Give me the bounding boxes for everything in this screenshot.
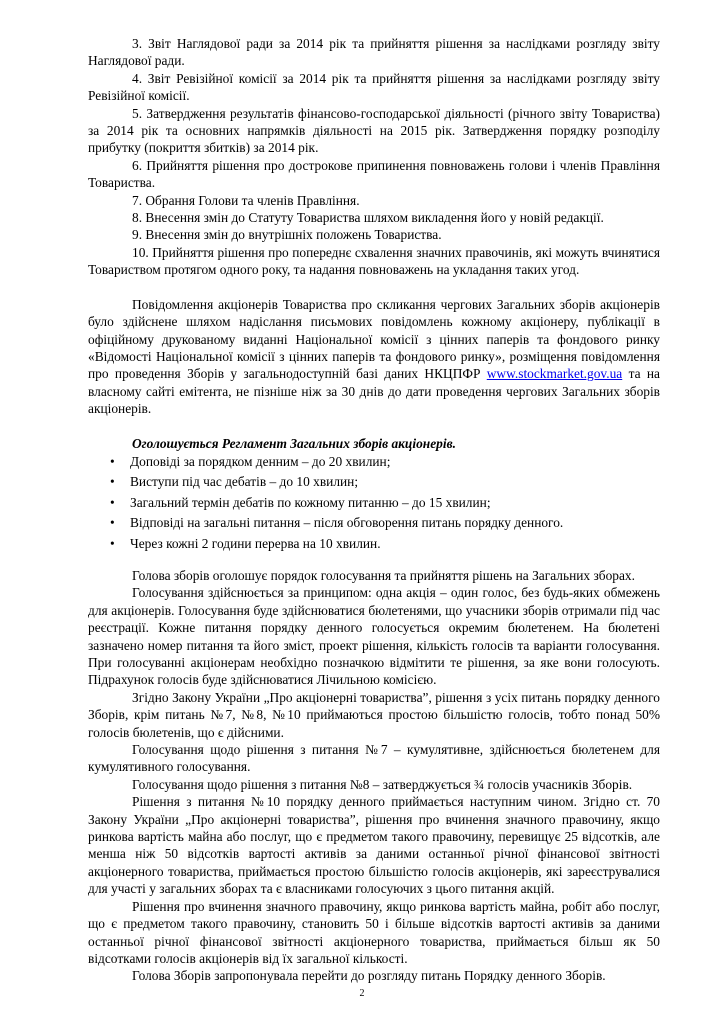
agenda-item-8: 8. Внесення змін до Статуту Товариства шляхом викладення його у новій редакції. <box>132 210 604 226</box>
bullet-icon: • <box>110 535 115 551</box>
agenda-item-6: 6. Прийняття рішення про дострокове припинення повноважень голови і членів Правління Товариства. <box>88 157 660 191</box>
spacer <box>88 418 660 435</box>
page-number: 2 <box>359 988 365 999</box>
voting-section <box>88 567 660 985</box>
list-item <box>88 514 660 531</box>
notice-text-after: та на власному сайті емітента, не пізніше ніж за 30 днів до дати проведення чергових Загальних зборів акціонерів. <box>88 366 660 417</box>
voting-paragraph-5: Голосування щодо рішення з питання №8 – затверджується ¾ голосів учасників Зборів. <box>132 776 633 792</box>
agenda-item-5: 5. Затвердження результатів фінансово-господарської діяльності (річного звіту Товариства) за 2014 рік та основних напрямків діяльності на 2015 рік. Затвердження порядку розподілу прибутку (покриття збитків) за 2014 рік. <box>88 105 660 156</box>
regulation-list <box>88 453 660 552</box>
regulation-item-text: Через кожні 2 години перерва на 10 хвилин. <box>130 535 381 551</box>
notice-paragraph <box>88 296 660 418</box>
list-item <box>88 453 660 470</box>
stockmarket-link[interactable]: www.stockmarket.gov.ua <box>486 366 623 382</box>
regulation-item-text: Виступи під час дебатів – до 10 хвилин; <box>130 474 359 490</box>
document-page <box>88 35 660 985</box>
agenda-item-3: 3. Звіт Наглядової ради за 2014 рік та прийняття рішення за наслідками розгляду звіту Наглядової ради. <box>88 36 660 69</box>
spacer <box>88 279 660 296</box>
spacer <box>88 555 660 567</box>
voting-paragraph-4: Голосування щодо рішення з питання №7 – кумулятивне, здійснюється бюлетенем для кумулятивного голосування. <box>88 742 660 775</box>
bullet-icon: • <box>110 453 115 469</box>
notice-text-before: Повідомлення акціонерів Товариства про скликання чергових Загальних зборів акціонерів було здійснене шляхом надіслання письмових повідомлень кожному акціонеру, публікації в офіційному друкованому виданні Національної комісії з цінних паперів та фондового ринку «Відомості Національної комісії з цінних паперів та фондового ринку», розміщення повідомлення про проведення Зборів у загальнодоступній базі даних НКЦПФР <box>88 296 660 382</box>
regulation-item-text: Загальний термін дебатів по кожному питанню – до 15 хвилин; <box>130 494 491 510</box>
agenda-item-10: 10. Прийняття рішення про попереднє схвалення значних правочинів, які можуть вчинятися Товариством протягом одного року, та надання повноважень на укладання таких угод. <box>88 244 660 278</box>
agenda-item-9: 9. Внесення змін до внутрішніх положень Товариства. <box>132 227 442 243</box>
voting-paragraph-8: Голова Зборів запропонувала перейти до розгляду питань Порядку денного Зборів. <box>132 968 606 984</box>
voting-paragraph-1: Голова зборів оголошує порядок голосування та прийняття рішень на Загальних зборах. <box>132 567 635 583</box>
voting-paragraph-2: Голосування здійснюється за принципом: одна акція – один голос, без будь-яких обмежень для акціонерів. Голосування буде здійснюватися бюлетенями, що учасники зборів отримали під час реєстрації. Кожне питання порядку денного голосується окремим бюлетенем. На бюлетені зазначено номер питання та його зміст, проект рішення, кількість голосів та варіанти голосування. При голосуванні акціонерам необхідно позначкою відмітити те рішення, за яке вони голосують. Підрахунок голосів буде здійснюватися Лічильною комісією. <box>88 585 660 688</box>
voting-paragraph-3: Згідно Закону України „Про акціонерні товариства”, рішення з усіх питань порядку денного Зборів, крім питань №7, №8, №10 приймаються простою більшістю голосів, тобто понад 50% голосів бюлетенів, що є дійсними. <box>88 689 660 740</box>
regulation-title: Оголошується Регламент Загальних зборів акціонерів. <box>132 435 456 451</box>
list-item <box>88 473 660 490</box>
agenda-item-4: 4. Звіт Ревізійної комісії за 2014 рік та прийняття рішення за наслідками розгляду звіту Ревізійної комісії. <box>88 70 660 104</box>
regulation-item-text: Відповіді на загальні питання – після обговорення питань порядку денного. <box>130 515 564 531</box>
voting-paragraph-7: Рішення про вчинення значного правочину, якщо ринкова вартість майна, робіт або послуг, що є предметом такого правочину, становить 50 і більше відсотків вартості активів за даними останньої річної фінансової звітності акціонерного товариства, приймається більш як 50 відсотками голосів акціонерів від їх загальної кількості. <box>88 898 660 966</box>
bullet-icon: • <box>110 494 115 510</box>
agenda-list <box>88 35 660 279</box>
list-item <box>88 535 660 552</box>
bullet-icon: • <box>110 474 115 490</box>
agenda-item-7: 7. Обрання Голови та членів Правління. <box>132 192 360 208</box>
voting-paragraph-6: Рішення з питання №10 порядку денного приймається наступним чином. Згідно ст. 70 Закону України „Про акціонерні товариства”, рішення про вчинення значного правочину, якщо ринкова вартість майна або послуг, що є предметом такого правочину, перевищує 25 відсотків, але менша ніж 50 відсотків вартості активів за даними останньої річної фінансової звітності акціонерного товариства, приймається простою більшістю голосів акціонерів, які зареєструвалися для участі у загальних зборах та є власниками голосуючих з цього питання акцій. <box>88 794 660 897</box>
bullet-icon: • <box>110 515 115 531</box>
regulation-item-text: Доповіді за порядком денним – до 20 хвилин; <box>130 453 391 469</box>
list-item <box>88 494 660 511</box>
